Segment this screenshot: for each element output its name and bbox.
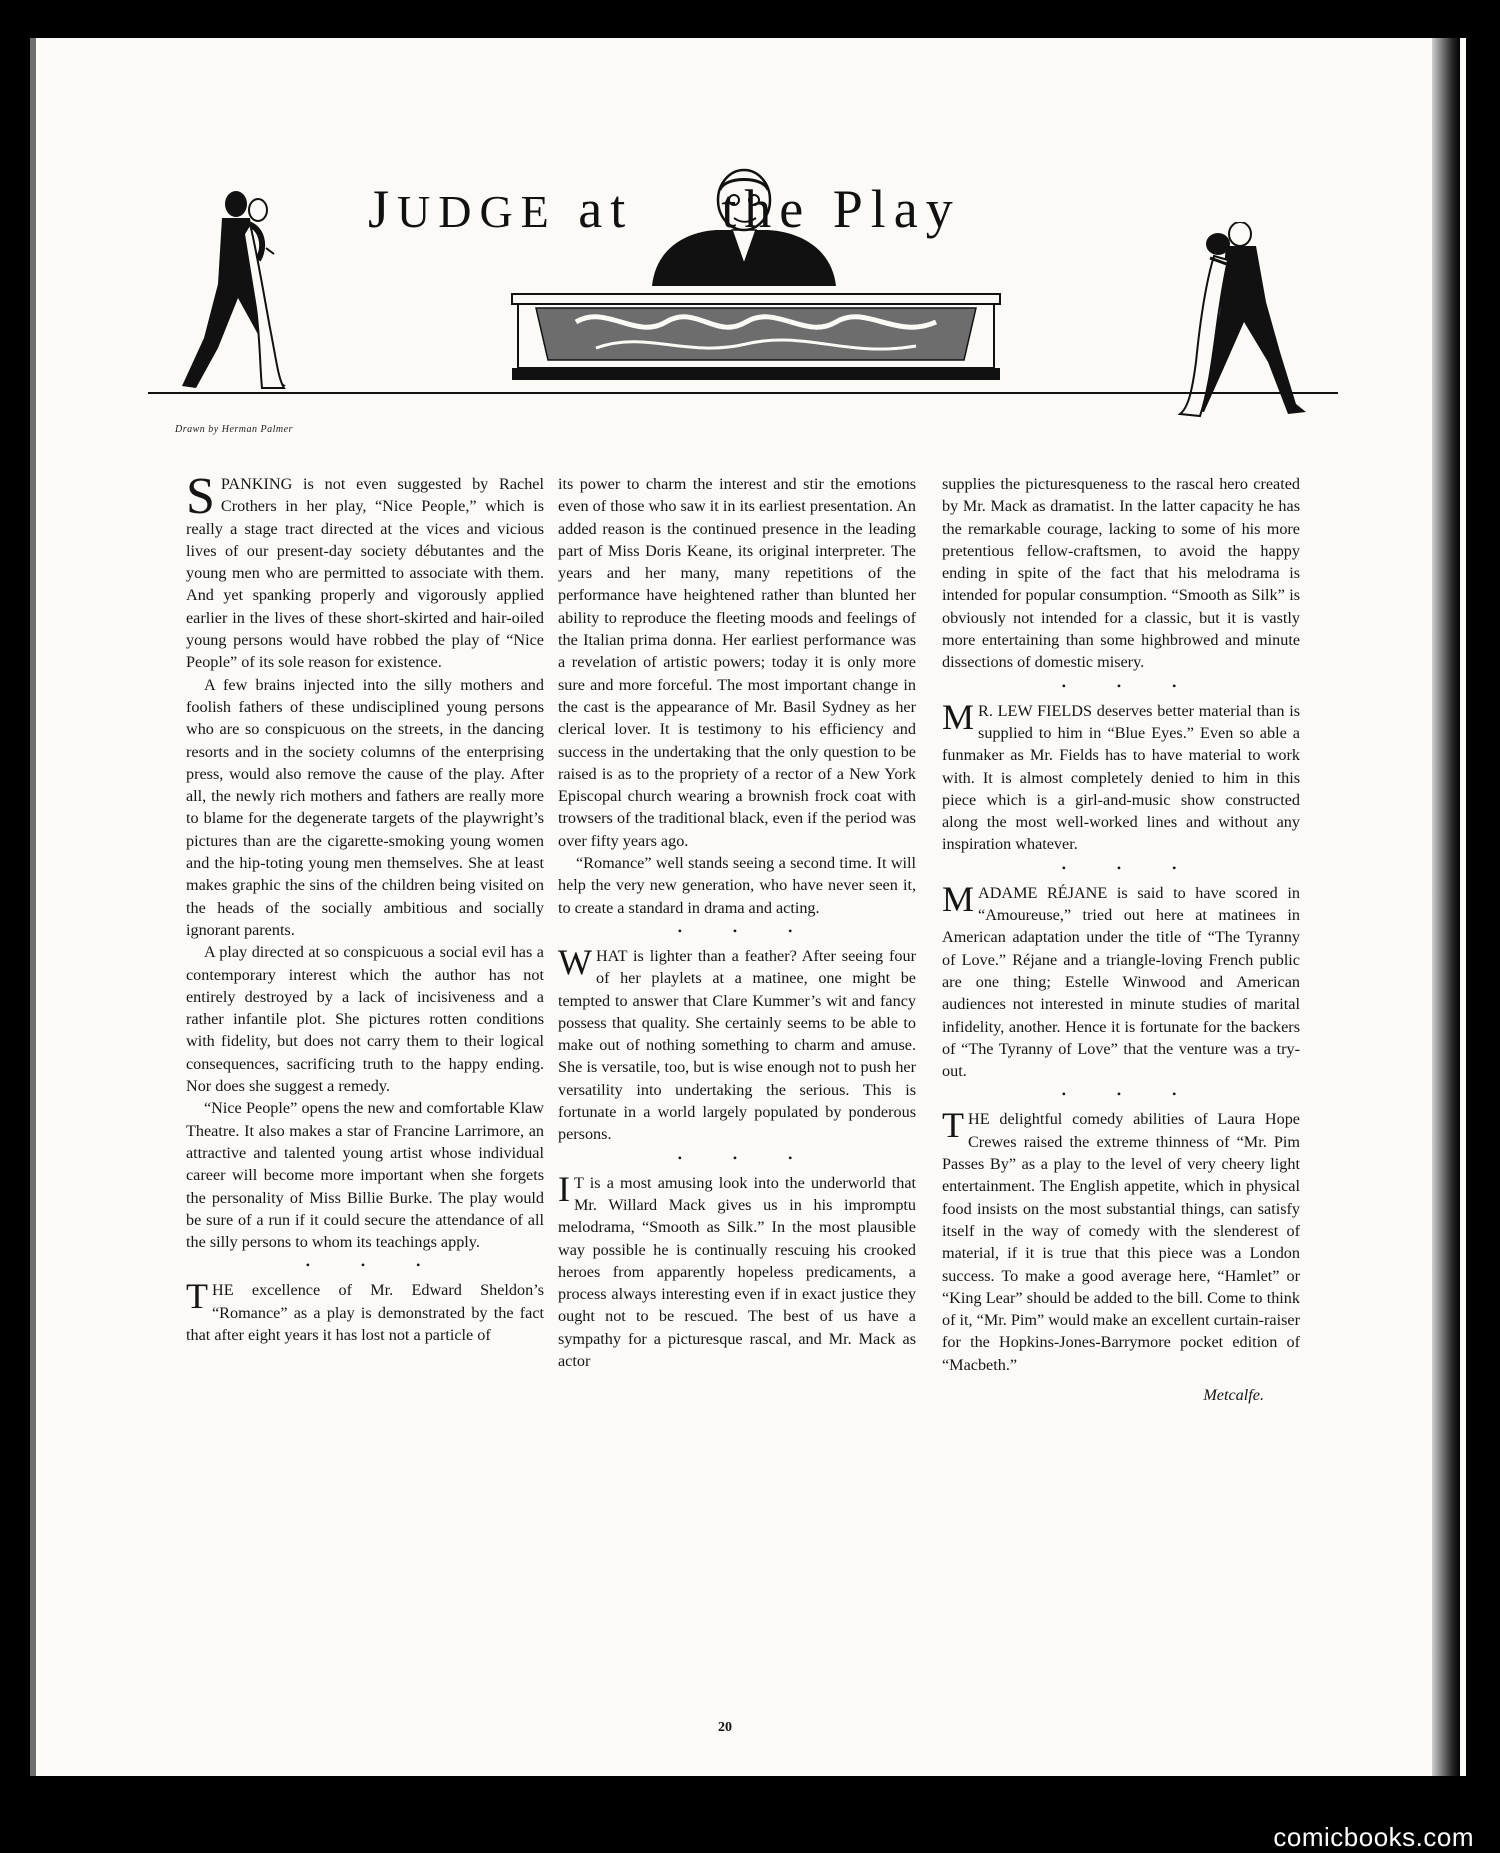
section-divider-dots: • • •	[677, 1150, 817, 1165]
paragraph-text: HAT is lighter than a feather? After seeing four of her playlets at a matinee, one might be tempted to answer that Clare Kummer’s wit and fancy possess that quality. She certainly seems to be able to make out of nothing something to charm and amuse. She is versatile, too, but is wise enough not to push her versatility into undertaking the serious. This is fortunate in a world largely populated by ponderous persons.	[558, 946, 916, 1144]
article-paragraph	[942, 473, 1300, 674]
paragraph-text: A play directed at so conspicuous a social evil has a contemporary interest which the author has not entirely destroyed by a lack of incisiveness and a rather infantile plot. She pictures rotten conditions with fidelity, but does not carry them to their logical consequences, sacrificing truth to the happy ending. Nor does she suggest a remedy.	[186, 943, 544, 1096]
title-part-at: at	[578, 179, 634, 239]
title-initial: J	[368, 179, 398, 239]
drop-cap: T	[942, 1105, 964, 1146]
article-column-2	[558, 473, 916, 1372]
article-column-3	[942, 473, 1300, 1406]
article-paragraph	[558, 941, 916, 1146]
paragraph-text: HE excellence of Mr. Edward Sheldon’s “Romance” as a play is demonstrated by the fact that after eight years it has lost not a particle of	[186, 1281, 544, 1344]
author-signature: Metcalfe.	[1203, 1385, 1264, 1404]
title-part-the-play: the Play	[721, 179, 961, 239]
article-column-1	[186, 468, 544, 1346]
paragraph-text: HE delightful comedy abilities of Laura Hope Crewes raised the extreme thinness of “Mr. Pim Passes By” as a play to the level of very cheery light entertainment. The English appetite, which in physical food insists on the most substantial things, can satisfy itself in the way of comedy with the slenderest of material, if it is true that this piece was a London success. To make a good average here, “Hamlet” or “King Lear” should be added to the bill. Come to think of it, “Mr. Pim” would make an excellent curtain-raiser for the Hopkins-Jones-Barrymore pocket edition of “Macbeth.”	[942, 1110, 1300, 1374]
article-paragraph	[558, 473, 916, 852]
paragraph-text: A few brains injected into the silly mothers and foolish fathers of these undisciplined young persons who are so conspicuous on the streets, in the dancing resorts and in the society columns of the enterprising press, would also remove the cause of the play. After all, the newly rich mothers and fathers are really more to blame for the degenerate targets of the playwright’s pictures than are the cigarette-smoking young women and the hip-toting young men themselves. She at least makes graphic the sins of the children being visited on the heads of the socially ambitious and socially ignorant parents.	[186, 675, 544, 939]
drop-cap: M	[942, 696, 975, 737]
article-paragraph	[942, 696, 1300, 856]
section-divider-dots: • • •	[1061, 860, 1201, 875]
paragraph-text: “Romance” well stands seeing a second time. It will help the very new generation, who have never seen it, to create a standard in drama and acting.	[558, 854, 916, 917]
paragraph-text: “Nice People” opens the new and comfortable Klaw Theatre. It also makes a star of Francine Larrimore, an attractive and talented young artist whose individual career will become more important when she forgets the personality of Miss Billie Burke. The play would be sure of a run if it could secure the attendance of all the silly persons to whom its teachings apply.	[186, 1099, 544, 1252]
paragraph-text: R. LEW FIELDS deserves better material than is supplied to him in “Blue Eyes.” Even so able a funmaker as Mr. Fields has to have material to work with. It is almost completely denied to him in this piece which is a girl-and-music show constructed along the most well-worked lines and without any inspiration whatever.	[942, 701, 1300, 854]
header-rule	[148, 392, 1338, 394]
article-paragraph	[558, 1168, 916, 1373]
article-paragraph	[186, 941, 544, 1097]
article-paragraph	[942, 878, 1300, 1083]
article-paragraph	[942, 1105, 1300, 1376]
drop-cap: S	[186, 468, 215, 525]
drop-cap: I	[558, 1168, 570, 1209]
page-title	[368, 178, 961, 240]
page-number: 20	[718, 1720, 732, 1735]
section-divider-dots: • • •	[305, 1258, 445, 1273]
article-paragraph	[186, 674, 544, 942]
paragraph-text: PANKING is not even suggested by Rachel Crothers in her play, “Nice People,” which is really a stage tract directed at the vices and vicious lives of our present-day society débutantes and the young men who are permitted to associate with them. And yet spanking properly and vigorously applied earlier in the lives of these short-skirted and hair-oiled young persons would have robbed the play of “Nice People” of its sole reason for existence.	[186, 475, 544, 672]
section-divider-dots: • • •	[677, 923, 817, 938]
paragraph-text: ADAME RÉJANE is said to have scored in “Amoureuse,” tried out here at matinees in American adaptation under the title of “The Tyranny of Love.” Réjane and a triangle-loving French public are one thing; Estelle Winwood and American audiences not interested in minute studies of marital infidelity, another. Hence it is fortunate for the backers of “The Tyranny of Love” that the venture was a try-out.	[942, 883, 1300, 1081]
article-paragraph	[558, 852, 916, 919]
left-dancing-couple-illustration	[178, 188, 308, 398]
paragraph-text: its power to charm the interest and stir the emotions even of those who saw it in its earliest presentation. An added reason is the continued presence in the leading part of Miss Doris Keane, its original interpreter. The years and her many, many repetitions of the performance have heightened rather than blunted her ability to reproduce the fleeting moods and feelings of the Italian prima donna. Her earliest performance was a revelation of artistic powers; today it is only more sure and more forceful. The most important change in the cast is the appearance of Mr. Basil Sydney as her clerical lover. It is testimony to his efficiency and success in the undertaking that the only question to be raised is as to the propriety of a rector of a New York Episcopal church wearing a brownish frock coat with trowsers of the traditional black, even if the period was over fifty years ago.	[558, 475, 916, 850]
section-divider-dots: • • •	[1061, 1087, 1201, 1102]
article-paragraph	[186, 468, 544, 674]
section-divider-dots: • • •	[1061, 678, 1201, 693]
illustration-credit: Drawn by Herman Palmer	[175, 424, 293, 435]
drop-cap: W	[558, 941, 592, 982]
title-part-judge: UDGE	[397, 186, 557, 237]
paragraph-text: supplies the picturesqueness to the rascal hero created by Mr. Mack as dramatist. In the latter capacity he has the remarkable courage, lacking to some of his more pretentious fellow-craftsmen, to avoid the happy ending in spite of the fact that his melodrama is intended for popular consumption. “Smooth as Silk” is obviously not intended for a classic, but it is vastly more entertaining than some highbrowed and minute dissections of domestic misery.	[942, 475, 1300, 672]
paragraph-text: T is a most amusing look into the underworld that Mr. Willard Mack gives us in his impromptu melodrama, “Smooth as Silk.” In the most plausible way possible he is continually rescuing his crooked heroes from apparently hopeless predicaments, a process always interesting even if in exact justice they ought not to be rescued. The best of us have a sympathy for a picturesque rascal, and Mr. Mack as actor	[558, 1173, 916, 1370]
page-gutter-shadow	[1432, 38, 1460, 1776]
drop-cap: M	[942, 878, 975, 919]
drop-cap: T	[186, 1276, 208, 1317]
article-paragraph	[186, 1276, 544, 1346]
site-watermark: comicbooks.com	[1273, 1822, 1474, 1852]
article-paragraph	[186, 1097, 544, 1253]
